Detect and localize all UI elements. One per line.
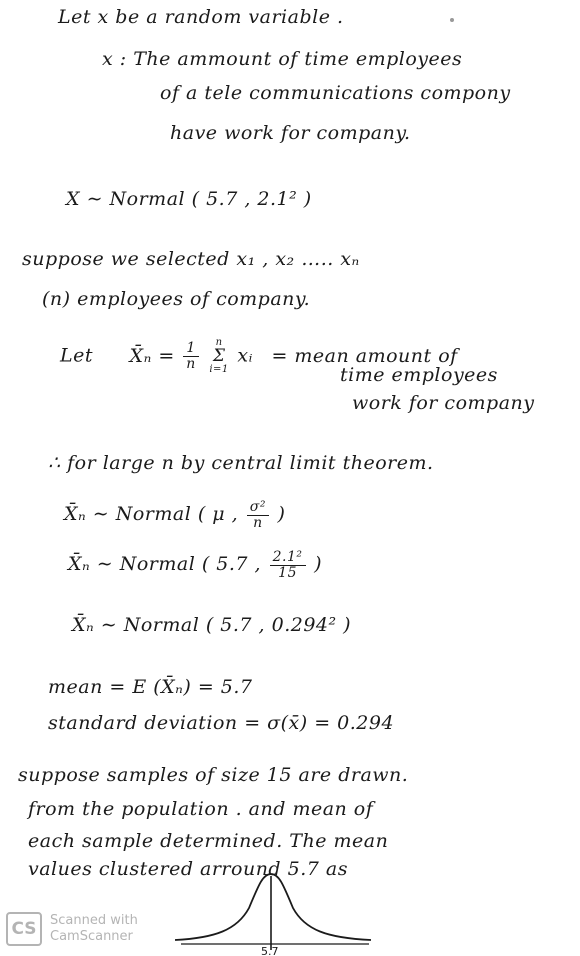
- close-paren: ): [314, 553, 322, 576]
- normal-mu-text: X̄ₙ ∼ Normal ( μ ,: [64, 503, 239, 526]
- line-population: from the population . and mean of: [28, 798, 374, 820]
- camscanner-stamp: [6, 912, 138, 946]
- sum-term: xᵢ: [237, 344, 253, 367]
- line-time-employees: time employees: [340, 364, 498, 386]
- camscanner-logo: CS: [6, 912, 42, 946]
- line-x-distribution: X ∼ Normal ( 5.7 , 2.1² ): [66, 188, 312, 210]
- sigma-symbol: Σ: [212, 346, 226, 366]
- bell-curve-path: [175, 874, 371, 940]
- camscanner-text: [50, 913, 138, 946]
- line-have-work: have work for company.: [170, 122, 411, 144]
- line-values-clustered: values clustered arround 5.7 as: [28, 858, 348, 880]
- sigma-squared-over-n: [247, 500, 269, 530]
- line-work-for-company: work for company: [352, 392, 535, 414]
- line-standard-deviation: standard deviation = σ(x̄) = 0.294: [48, 712, 395, 734]
- summation: [209, 338, 228, 375]
- line-n-employees: (n) employees of company.: [42, 288, 311, 310]
- line-normal-result: X̄ₙ ∼ Normal ( 5.7 , 0.294² ): [72, 614, 352, 636]
- stamp-line-2: CamScanner: [50, 929, 133, 944]
- line-x-definition: x : The ammount of time employees: [102, 48, 463, 70]
- line-company: of a tele communications compony: [160, 82, 511, 104]
- line-random-variable: Let x be a random variable .: [58, 6, 344, 28]
- fraction-denominator: n: [253, 514, 263, 531]
- mean-amount-text: = mean amount of: [271, 344, 458, 367]
- fraction-denominator: 15: [278, 564, 297, 581]
- fraction-denominator: n: [186, 356, 196, 372]
- bell-curve-sketch: [175, 868, 375, 956]
- sum-upper-limit: n: [215, 337, 223, 348]
- variance-over-15: [270, 550, 306, 580]
- close-paren: ): [277, 503, 286, 526]
- line-mean: mean = E (X̄ₙ) = 5.7: [48, 676, 253, 698]
- one-over-n-fraction: [183, 341, 199, 371]
- stamp-line-1: Scanned with: [50, 912, 138, 928]
- fraction-numerator: σ²: [247, 500, 269, 516]
- curve-center-label: 5.7: [261, 945, 279, 956]
- line-central-limit: ∴ for large n by central limit theorem.: [48, 452, 434, 474]
- fraction-numerator: 2.1²: [270, 550, 306, 566]
- sum-lower-limit: i=1: [209, 364, 229, 375]
- line-each-sample: each sample determined. The mean: [28, 830, 389, 852]
- line-normal-values: [68, 550, 322, 580]
- normal-values-text: X̄ₙ ∼ Normal ( 5.7 ,: [68, 553, 262, 576]
- fraction-numerator: 1: [183, 341, 199, 357]
- line-suppose-selected: suppose we selected x₁ , x₂ ….. xₙ: [22, 248, 360, 270]
- let-label: Let: [60, 344, 93, 367]
- line-suppose-samples: suppose samples of size 15 are drawn.: [18, 764, 409, 786]
- sample-mean-symbol: X̄ₙ =: [129, 344, 175, 367]
- scan-speck: [450, 18, 454, 22]
- line-normal-mu-sigma: [64, 500, 285, 530]
